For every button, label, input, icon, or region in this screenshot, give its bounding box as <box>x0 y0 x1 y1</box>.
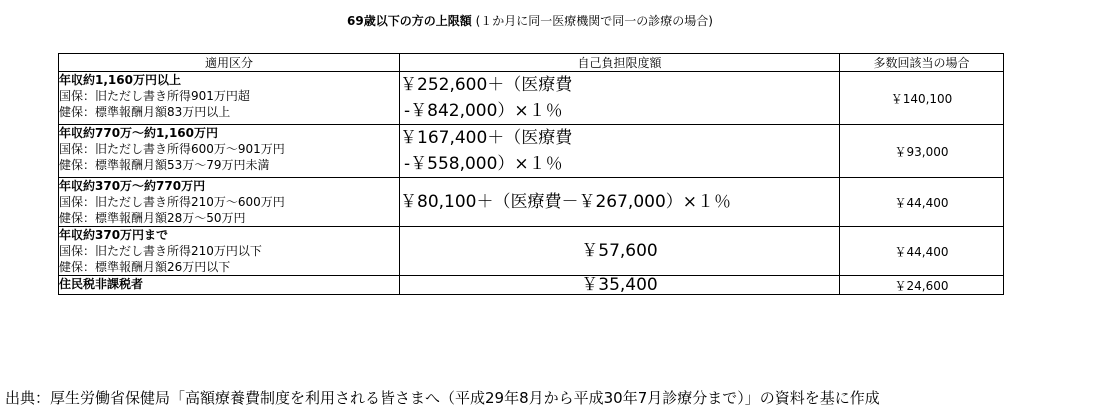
kenpo-text: 健保：標準報酬月額53万～79万円未満 <box>59 158 270 172</box>
table-row <box>59 72 1004 125</box>
limit-cell <box>400 178 840 227</box>
table-row <box>59 178 1004 227</box>
multiple-cell: ￥44,400 <box>840 178 1004 227</box>
kokuho-text: 国保：旧ただし書き所得210万円以下 <box>59 244 262 258</box>
table-header-row <box>59 54 1004 72</box>
table-row <box>59 125 1004 178</box>
limit-line1: ￥57,600 <box>581 241 658 261</box>
source-note: 出典：厚生労働省保健局「高額療養費制度を利用される皆さまへ（平成29年8月から平成30年7月診療分まで）」の資料を基に作成 <box>5 389 880 407</box>
kenpo-text: 健保：標準報酬月額28万～50万円 <box>59 211 246 225</box>
limit-line2: -￥558,000）×１％ <box>404 154 563 174</box>
limit-line2: -￥842,000）×１％ <box>404 101 563 121</box>
table-row <box>59 276 1004 295</box>
category-title: 年収約370万～約770万円 <box>59 179 206 193</box>
category-title: 年収約770万～約1,160万円 <box>59 126 219 140</box>
multiple-cell: ￥24,600 <box>840 276 1004 295</box>
kokuho-text: 国保：旧ただし書き所得600万～901万円 <box>59 142 285 156</box>
header-category: 適用区分 <box>59 54 400 72</box>
title-sub: (１か月に同一医療機関で同一の診療の場合) <box>475 14 713 28</box>
limit-line1: ￥167,400＋（医療費 <box>400 128 573 148</box>
limit-cell <box>400 72 840 125</box>
limit-cell <box>400 227 840 276</box>
limit-cell <box>400 276 840 295</box>
category-cell <box>59 72 400 125</box>
limit-line1: ￥252,600＋（医療費 <box>400 75 573 95</box>
kenpo-text: 健保：標準報酬月額83万円以上 <box>59 105 231 119</box>
category-title: 年収約1,160万円以上 <box>59 73 181 87</box>
cost-limit-table <box>58 53 1004 295</box>
multiple-cell: ￥140,100 <box>840 72 1004 125</box>
limit-cell <box>400 125 840 178</box>
multiple-cell: ￥93,000 <box>840 125 1004 178</box>
multiple-cell: ￥44,400 <box>840 227 1004 276</box>
limit-line1: ￥80,100＋（医療費－￥267,000）×１％ <box>400 192 732 212</box>
header-limit: 自己負担限度額 <box>400 54 840 72</box>
kenpo-text: 健保：標準報酬月額26万円以下 <box>59 260 231 274</box>
category-cell <box>59 227 400 276</box>
kokuho-text: 国保：旧ただし書き所得901万円超 <box>59 89 250 103</box>
category-title: 住民税非課税者 <box>59 277 144 291</box>
page-title <box>0 12 1060 29</box>
header-multiple: 多数回該当の場合 <box>840 54 1004 72</box>
kokuho-text: 国保：旧ただし書き所得210万～600万円 <box>59 195 285 209</box>
category-cell <box>59 125 400 178</box>
category-title: 年収約370万円まで <box>59 228 169 242</box>
title-main: 69歳以下の方の上限額 <box>347 14 472 28</box>
category-cell <box>59 276 400 295</box>
table-row <box>59 227 1004 276</box>
limit-line1: ￥35,400 <box>581 275 658 295</box>
category-cell <box>59 178 400 227</box>
